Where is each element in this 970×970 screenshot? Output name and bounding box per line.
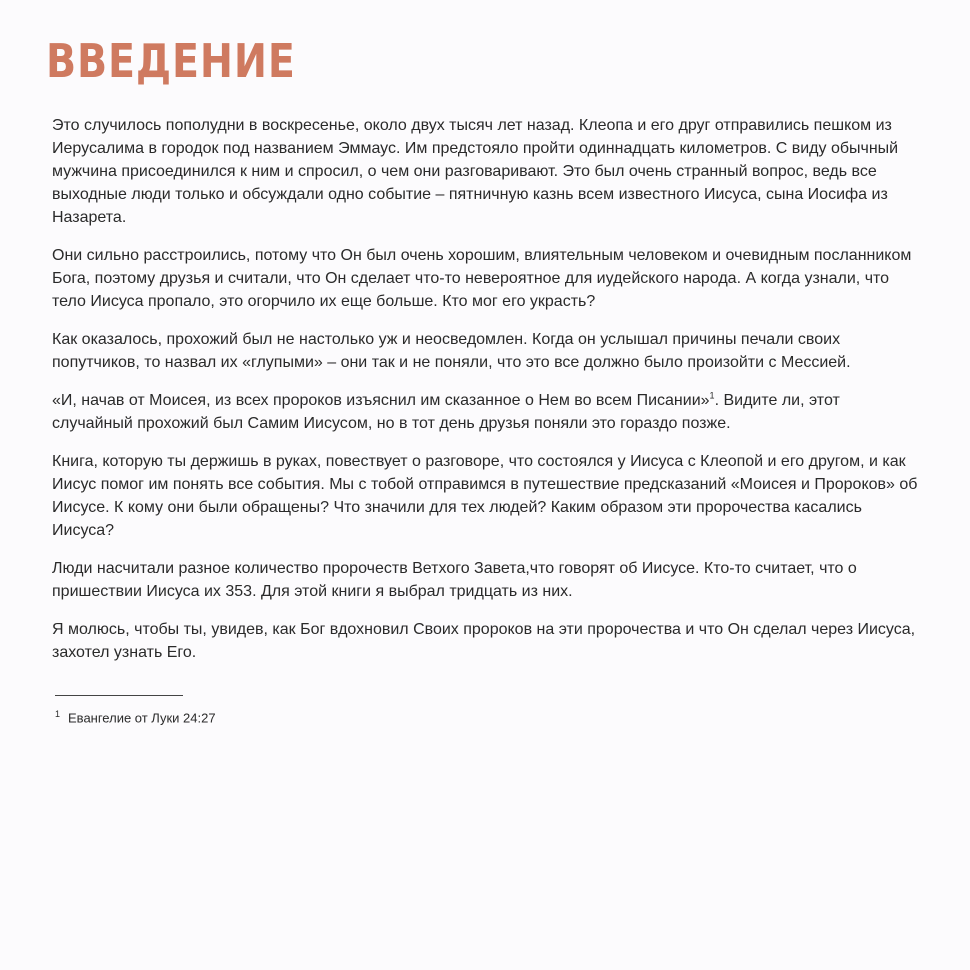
paragraph: Книга, которую ты держишь в руках, повествует о разговоре, что состоялся у Иисуса с Клеопой и его другом, и как Иисус помог им понять все события. Мы с тобой отправимся в путешествие предсказаний «Моисея и Пророков» об Иисусе. К кому они были обращены? Что значили для тех людей? Каким образом эти пророчества касались Иисуса? <box>52 453 918 539</box>
footnote-text: Евангелие от Луки 24:27 <box>68 710 216 726</box>
footnote <box>55 705 216 727</box>
footnote-reference: 1 <box>709 390 715 401</box>
page-title: ВВЕДЕНИЕ <box>46 34 296 88</box>
paragraph: Они сильно расстроились, потому что Он был очень хорошим, влиятельным человеком и очевидным посланником Бога, поэтому друзья и считали, что Он сделает что-то невероятное для иудейского народа. А когда узнали, что тело Иисуса пропало, это огорчило их еще больше. Кто мог его украсть? <box>52 247 912 310</box>
footnote-divider <box>55 695 183 696</box>
paragraph: Это случилось пополудни в воскресенье, около двух тысяч лет назад. Клеопа и его друг отправились пешком из Иерусалима в городок под названием Эммаус. Им предстояло пройти одиннадцать километров. С виду обычный мужчина присоединился к ним и спросил, о чем они разговаривают. Это был очень странный вопрос, ведь все выходные люди только и обсуждали одно событие – пятничную казнь всем известного Иисуса, сына Иосифа из Назарета. <box>52 117 899 226</box>
paragraph: Я молюсь, чтобы ты, увидев, как Бог вдохновил Своих пророков на эти пророчества и что Он сделал через Иисуса, захотел узнать Его. <box>52 621 916 661</box>
body-text <box>52 114 924 679</box>
paragraph: Как оказалось, прохожий был не настолько уж и неосведомлен. Когда он услышал причины печали своих попутчиков, то назвал их «глупыми» – они так и не поняли, что это все должно было произойти с Мессией. <box>52 331 851 371</box>
paragraph: Люди насчитали разное количество пророчеств Ветхого Завета,что говорят об Иисусе. Кто-то считает, что о пришествии Иисуса их 353. Для этой книги я выбрал тридцать из них. <box>52 560 857 600</box>
scripture-quote: «И, начав от Моисея, из всех пророков изъяснил им сказанное о Нем во всем Писании» <box>52 392 710 409</box>
footnote-marker: 1 <box>55 709 61 719</box>
quote-paragraph <box>52 389 924 435</box>
quote-commentary: . Видите ли, этот случайный прохожий был Самим Иисусом, но в тот день друзья поняли это гораздо позже. <box>52 392 840 432</box>
